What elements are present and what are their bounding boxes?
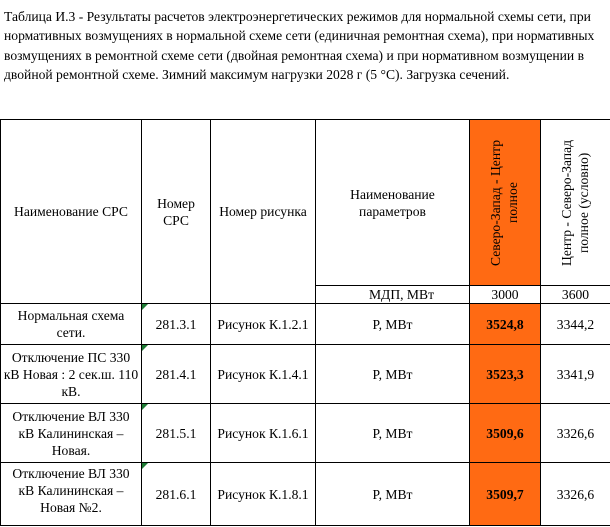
table-row — [1, 345, 610, 404]
header-col-center-sz: Центр - Северо-Запад полное (условно) — [541, 120, 610, 286]
row-col1: 3509,6 — [470, 404, 541, 463]
row-param: P, МВт — [316, 404, 470, 463]
mdp-label: МДП, МВт — [316, 286, 470, 304]
header-number: Номер СРС — [142, 120, 211, 304]
table-row — [1, 463, 610, 526]
header-figure: Номер рисунка — [211, 120, 316, 304]
row-figure: Рисунок К.1.4.1 — [211, 345, 316, 404]
row-figure: Рисунок К.1.2.1 — [211, 304, 316, 345]
row-number: 281.6.1 — [142, 463, 211, 526]
header-name: Наименование СРС — [1, 120, 142, 304]
header-params: Наименование параметров — [316, 120, 470, 286]
row-name: Отключение ВЛ 330 кВ Калининская – Новая №2. — [1, 463, 142, 526]
row-figure: Рисунок К.1.8.1 — [211, 463, 316, 526]
row-col2: 3341,9 — [541, 345, 610, 404]
row-col1: 3524,8 — [470, 304, 541, 345]
table-caption: Таблица И.3 - Результаты расчетов электроэнергетических режимов для нормальной схемы сети, при нормативных возмущениях в нормальной схеме сети (единичная ремонтная схема), при нормативных возмущениях в ремонтной схеме сети (двойная ремонтная схема) и при нормативном возмущении в двойной ремонтной схеме. Зимний максимум нагрузки 2028 г (5 °С). Загрузка сечений. — [4, 9, 595, 82]
row-name: Отключение ПС 330 кВ Новая : 2 сек.ш. 110 кВ. — [1, 345, 142, 404]
row-col1: 3523,3 — [470, 345, 541, 404]
comment-marker-icon — [142, 345, 148, 351]
row-name: Отключение ВЛ 330 кВ Калининская – Новая. — [1, 404, 142, 463]
table-row — [1, 304, 610, 345]
row-col2: 3326,6 — [541, 404, 610, 463]
mdp-col1: 3000 — [470, 286, 541, 304]
comment-marker-icon — [142, 404, 148, 410]
row-figure: Рисунок К.1.6.1 — [211, 404, 316, 463]
row-col1: 3509,7 — [470, 463, 541, 526]
header-col-sz-center: Северо-Запад - Центр полное — [470, 120, 541, 286]
mdp-col2: 3600 — [541, 286, 610, 304]
table-row — [1, 404, 610, 463]
row-col2: 3344,2 — [541, 304, 610, 345]
header-row — [1, 120, 610, 286]
row-param: P, МВт — [316, 463, 470, 526]
row-number: 281.5.1 — [142, 404, 211, 463]
row-name: Нормальная схема сети. — [1, 304, 142, 345]
row-param: P, МВт — [316, 345, 470, 404]
row-number: 281.3.1 — [142, 304, 211, 345]
comment-marker-icon — [142, 463, 148, 469]
row-param: P, МВт — [316, 304, 470, 345]
row-col2: 3326,6 — [541, 463, 610, 526]
results-table — [0, 119, 610, 526]
row-number: 281.4.1 — [142, 345, 211, 404]
comment-marker-icon — [142, 304, 148, 310]
